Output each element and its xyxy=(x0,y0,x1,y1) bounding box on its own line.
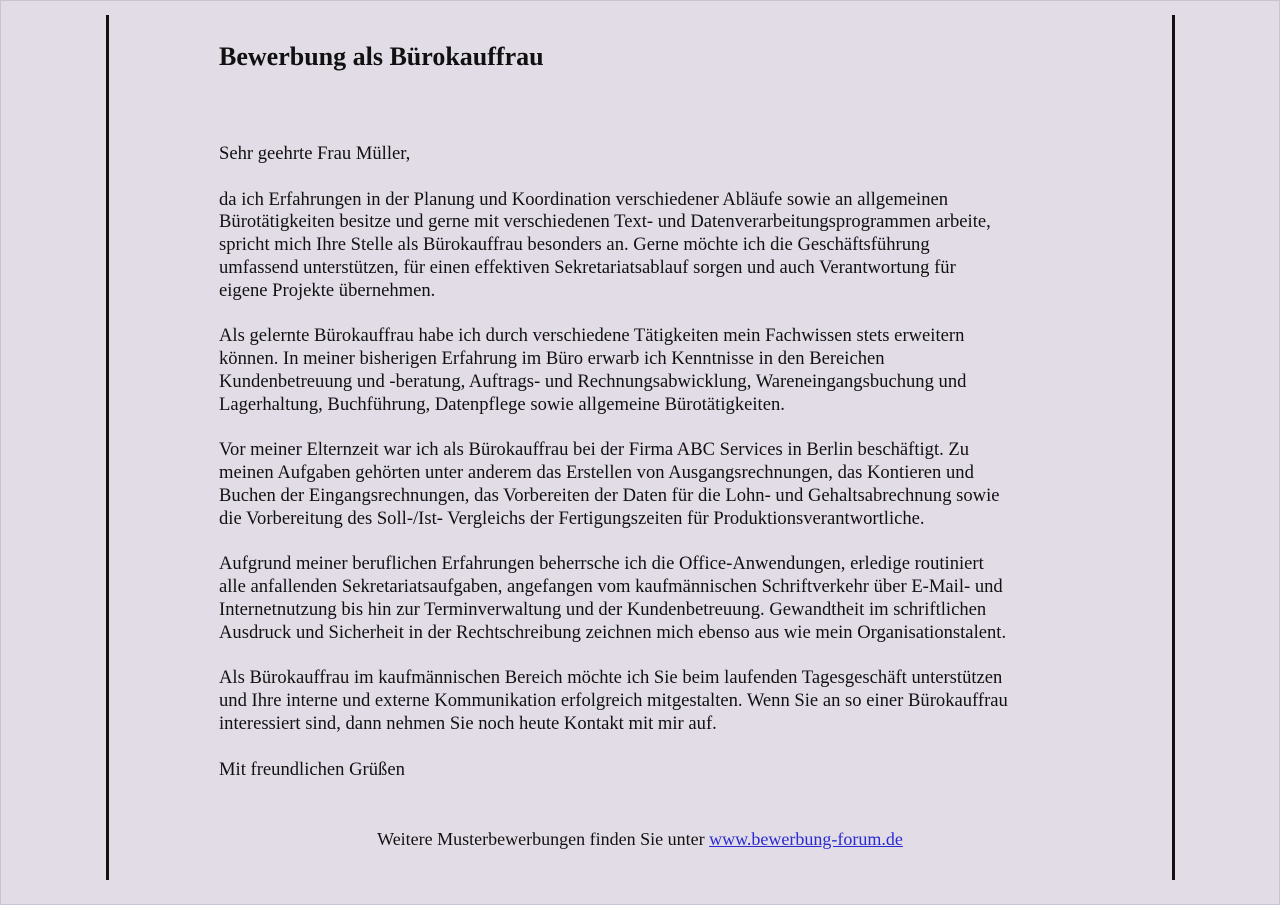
body-paragraph xyxy=(219,439,1008,530)
paragraph-line: da ich Erfahrungen in der Planung und Koordination verschiedener Abläufe sowie an allgemeinen xyxy=(219,188,949,210)
paragraph-line: eigene Projekte übernehmen. xyxy=(219,279,436,301)
paragraph-line: Internetnutzung bis hin zur Terminverwaltung und der Kundenbetreuung. Gewandtheit im schriftlichen xyxy=(219,598,987,620)
website-link[interactable]: www.bewerbung-forum.de xyxy=(709,829,903,849)
paragraph-line: Bürotätigkeiten besitze und gerne mit verschiedenen Text- und Datenverarbeitungsprogrammen arbeite, xyxy=(219,211,991,233)
paragraph-line: Vor meiner Elternzeit war ich als Bürokauffrau bei der Firma ABC Services in Berlin beschäftigt. Zu xyxy=(219,439,970,461)
paragraph-line: Als Bürokauffrau im kaufmännischen Bereich möchte ich Sie beim laufenden Tagesgeschäft unterstützen xyxy=(219,667,1003,689)
greeting: Sehr geehrte Frau Müller, xyxy=(219,143,411,164)
body-paragraph xyxy=(219,667,1008,735)
body-paragraph xyxy=(219,553,1008,644)
left-margin-rule xyxy=(106,15,109,880)
paragraph-line: spricht mich Ihre Stelle als Bürokauffrau besonders an. Gerne möchte ich die Geschäftsführung xyxy=(219,234,930,256)
document-title: Bewerbung als Bürokauffrau xyxy=(219,42,544,71)
paragraph-line: Als gelernte Bürokauffrau habe ich durch verschiedene Tätigkeiten mein Fachwissen stets erweitern xyxy=(219,325,965,347)
right-margin-rule xyxy=(1172,15,1175,880)
paragraph-line: und Ihre interne und externe Kommunikation erfolgreich mitgestalten. Wenn Sie an so einer Bürokauffrau xyxy=(219,690,1008,712)
closing: Mit freundlichen Grüßen xyxy=(219,758,405,780)
paragraph-line: Ausdruck und Sicherheit in der Rechtschreibung zeichnen mich ebenso aus wie mein Organisationstalent. xyxy=(219,621,1007,643)
paragraph-line: interessiert sind, dann nehmen Sie noch heute Kontakt mit mir auf. xyxy=(219,712,717,734)
paragraph-line: Aufgrund meiner beruflichen Erfahrungen beherrsche ich die Office-Anwendungen, erledige routiniert xyxy=(219,553,984,575)
body-paragraph xyxy=(219,325,1008,416)
letter-body xyxy=(219,143,1008,804)
paragraph-line: alle anfallenden Sekretariatsaufgaben, angefangen vom kaufmännischen Schriftverkehr über E-Mail- und xyxy=(219,576,1003,598)
paragraph-line: können. In meiner bisherigen Erfahrung im Büro erwarb ich Kenntnisse in den Bereichen xyxy=(219,348,885,370)
paragraph-line: die Vorbereitung des Soll-/Ist- Vergleichs der Fertigungszeiten für Produktionsverantwortliche. xyxy=(219,507,925,529)
body-paragraph xyxy=(219,189,1008,303)
footer-text: Weitere Musterbewerbungen finden Sie unter xyxy=(377,829,710,849)
paragraph-line: Lagerhaltung, Buchführung, Datenpflege sowie allgemeine Bürotätigkeiten. xyxy=(219,393,785,415)
footer xyxy=(0,829,1280,850)
paragraph-line: meinen Aufgaben gehörten unter anderem das Erstellen von Ausgangsrechnungen, das Kontieren und xyxy=(219,462,974,484)
paragraph-line: Kundenbetreuung und -beratung, Auftrags- und Rechnungsabwicklung, Wareneingangsbuchung und xyxy=(219,370,967,392)
paragraph-line: umfassend unterstützen, für einen effektiven Sekretariatsablauf sorgen und auch Verantwortung für xyxy=(219,256,956,278)
paragraph-line: Buchen der Eingangsrechnungen, das Vorbereiten der Daten für die Lohn- und Gehaltsabrechnung sowie xyxy=(219,484,1000,506)
